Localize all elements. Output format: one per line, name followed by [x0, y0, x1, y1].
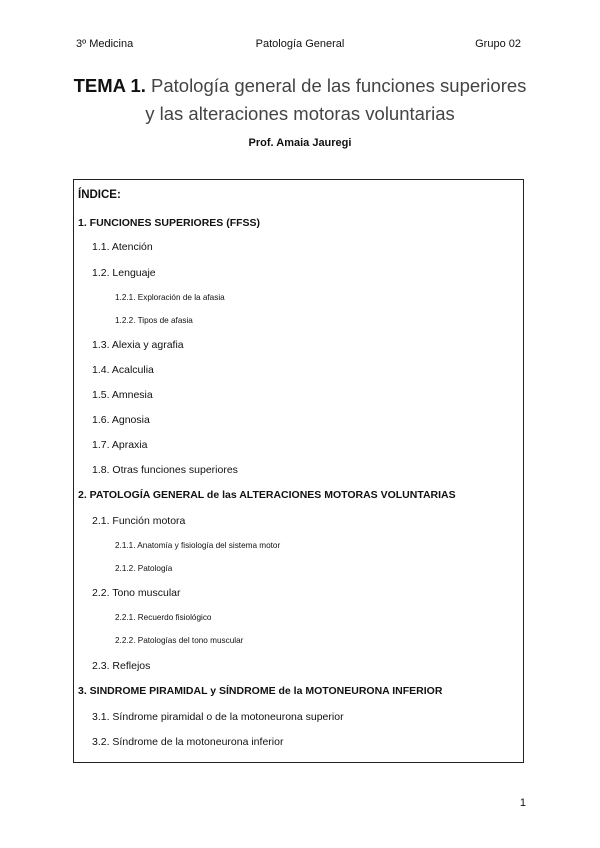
title-line-1: Patología general de las funciones superiores — [151, 75, 527, 96]
toc-entry: 2.1. Función motora — [92, 515, 186, 527]
toc-entry: 1.8. Otras funciones superiores — [92, 464, 238, 476]
header-subject: Patología General — [255, 38, 345, 50]
toc-entry: 1.7. Apraxia — [92, 439, 148, 451]
toc-entry: 1.3. Alexia y agrafia — [92, 339, 184, 351]
toc-entry: 1.5. Amnesia — [92, 389, 153, 401]
toc-entry: 3.1. Síndrome piramidal o de la motoneurona superior — [92, 711, 344, 723]
toc-entry: 2.1.2. Patología — [115, 564, 173, 573]
toc-entry: 2. PATOLOGÍA GENERAL de las ALTERACIONES MOTORAS VOLUNTARIAS — [78, 489, 456, 501]
toc-entry: 2.2.1. Recuerdo fisiológico — [115, 613, 212, 622]
author-name: Prof. Amaia Jauregi — [248, 137, 352, 149]
document-title — [60, 72, 540, 128]
table-of-contents — [73, 179, 524, 763]
toc-entry: 1.4. Acalculia — [92, 364, 154, 376]
toc-entry: 1.2.2. Tipos de afasia — [115, 316, 193, 325]
toc-entry: 2.2. Tono muscular — [92, 587, 181, 599]
page-number: 1 — [519, 797, 526, 809]
toc-entry: 2.1.1. Anatomía y fisiología del sistema motor — [115, 541, 281, 550]
toc-entry: 2.2.2. Patologías del tono muscular — [115, 636, 244, 645]
toc-entry: 1.1. Atención — [92, 241, 153, 253]
header-course: 3º Medicina — [76, 38, 134, 50]
toc-entry: 1.6. Agnosia — [92, 414, 150, 426]
toc-entry: 3.2. Síndrome de la motoneurona inferior — [92, 736, 284, 748]
toc-entry: 1.2.1. Exploración de la afasia — [115, 293, 225, 302]
toc-entry: 1.2. Lenguaje — [92, 267, 156, 279]
toc-entry: 3. SINDROME PIRAMIDAL y SÍNDROME de la MOTONEURONA INFERIOR — [78, 685, 443, 697]
toc-entry: 1. FUNCIONES SUPERIORES (FFSS) — [78, 217, 261, 229]
toc-entry: 2.3. Reflejos — [92, 660, 151, 672]
header-group: Grupo 02 — [475, 38, 521, 50]
title-line-2: y las alteraciones motoras voluntarias — [145, 103, 455, 124]
toc-heading: ÍNDICE: — [78, 189, 121, 201]
title-number: TEMA 1. — [73, 75, 146, 96]
